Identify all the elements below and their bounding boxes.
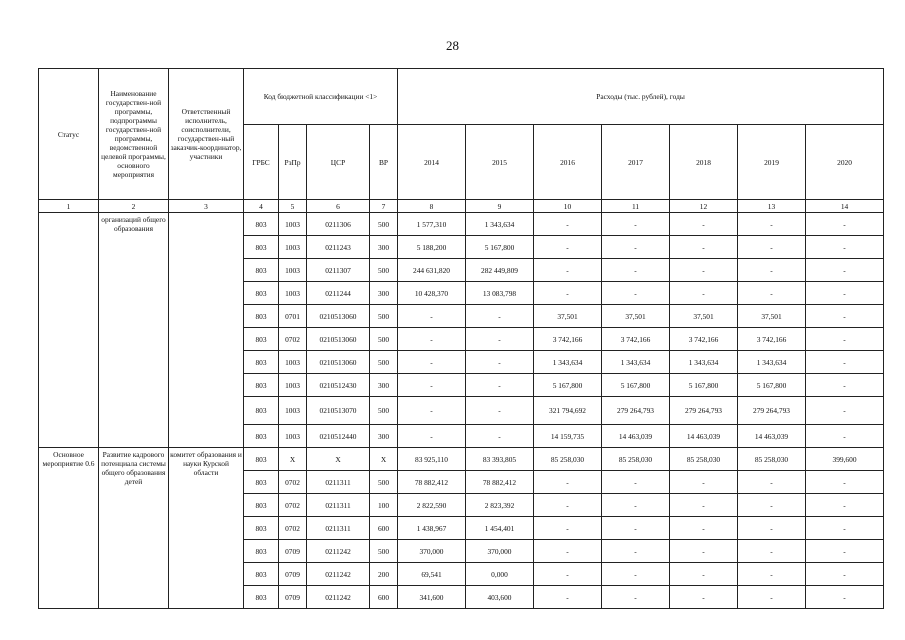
header-year: 2019: [738, 125, 806, 200]
table-cell: 37,501: [602, 305, 670, 328]
header-year: 2017: [602, 125, 670, 200]
table-cell: 803: [244, 351, 279, 374]
table-cell: 5 167,800: [602, 374, 670, 397]
table-cell: 1 343,634: [466, 213, 534, 236]
table-cell: 1003: [279, 397, 307, 425]
table-cell: -: [602, 517, 670, 540]
table-cell: -: [806, 471, 884, 494]
table-cell: 83 393,805: [466, 448, 534, 471]
table-cell: 279 264,793: [602, 397, 670, 425]
table-cell: -: [806, 305, 884, 328]
table-cell: 803: [244, 282, 279, 305]
table-cell: 69,541: [398, 563, 466, 586]
table-cell: -: [534, 471, 602, 494]
table-cell: 282 449,809: [466, 259, 534, 282]
table-cell: -: [806, 540, 884, 563]
table-cell: -: [738, 282, 806, 305]
row-status: Основное мероприятие 0.6: [39, 448, 99, 609]
table-cell: 500: [370, 213, 398, 236]
table-cell: 500: [370, 540, 398, 563]
table-cell: -: [398, 351, 466, 374]
table-cell: 803: [244, 213, 279, 236]
table-cell: 37,501: [670, 305, 738, 328]
table-cell: 10 428,370: [398, 282, 466, 305]
table-cell: -: [602, 540, 670, 563]
column-number: 3: [169, 200, 244, 213]
table-cell: -: [602, 236, 670, 259]
table-cell: 5 167,800: [534, 374, 602, 397]
table-cell: 37,501: [534, 305, 602, 328]
table-cell: 0210513060: [307, 351, 370, 374]
table-cell: -: [670, 494, 738, 517]
table-cell: 85 258,030: [602, 448, 670, 471]
table-cell: 5 167,800: [670, 374, 738, 397]
table-cell: 85 258,030: [534, 448, 602, 471]
table-cell: -: [602, 282, 670, 305]
table-cell: 0709: [279, 540, 307, 563]
row-executor: [169, 213, 244, 448]
table-cell: 37,501: [738, 305, 806, 328]
table-cell: -: [602, 563, 670, 586]
table-cell: 803: [244, 397, 279, 425]
table-cell: 3 742,166: [670, 328, 738, 351]
table-cell: 100: [370, 494, 398, 517]
header-csr: ЦСР: [307, 125, 370, 200]
column-number: 1: [39, 200, 99, 213]
table-cell: 14 463,039: [738, 425, 806, 448]
table-cell: 0702: [279, 517, 307, 540]
table-cell: 0211242: [307, 540, 370, 563]
table-cell: -: [738, 563, 806, 586]
table-cell: 0211311: [307, 494, 370, 517]
table-cell: 200: [370, 563, 398, 586]
row-name: организаций общего образования: [99, 213, 169, 448]
table-cell: 279 264,793: [670, 397, 738, 425]
header-budget-code: Код бюджетной классификации <1>: [244, 69, 398, 125]
table-cell: 0210512440: [307, 425, 370, 448]
table-cell: 0709: [279, 586, 307, 609]
table-cell: -: [738, 540, 806, 563]
table-cell: 0,000: [466, 563, 534, 586]
table-cell: -: [806, 236, 884, 259]
table-cell: Х: [370, 448, 398, 471]
table-cell: -: [534, 236, 602, 259]
table-cell: -: [670, 282, 738, 305]
table-cell: -: [806, 586, 884, 609]
table-cell: 0210512430: [307, 374, 370, 397]
table-cell: 5 188,200: [398, 236, 466, 259]
table-cell: 13 083,798: [466, 282, 534, 305]
column-number: 14: [806, 200, 884, 213]
table-cell: -: [738, 471, 806, 494]
table-cell: 370,000: [466, 540, 534, 563]
table-cell: 300: [370, 282, 398, 305]
table-cell: 0210513060: [307, 305, 370, 328]
table-cell: -: [738, 259, 806, 282]
table-cell: -: [670, 517, 738, 540]
column-number: 7: [370, 200, 398, 213]
header-year: 2016: [534, 125, 602, 200]
table-cell: -: [738, 494, 806, 517]
table-cell: -: [806, 517, 884, 540]
table-cell: -: [670, 236, 738, 259]
table-cell: Х: [307, 448, 370, 471]
table-cell: 0211311: [307, 517, 370, 540]
table-cell: 600: [370, 517, 398, 540]
table-cell: 3 742,166: [602, 328, 670, 351]
column-number: 6: [307, 200, 370, 213]
table-cell: 2 823,392: [466, 494, 534, 517]
table-cell: -: [534, 259, 602, 282]
table-cell: 5 167,800: [738, 374, 806, 397]
table-cell: -: [738, 517, 806, 540]
row-name: Развитие кадрового потенциала системы общего образования детей: [99, 448, 169, 609]
table-cell: 500: [370, 351, 398, 374]
table-cell: 0210513070: [307, 397, 370, 425]
table-cell: -: [466, 425, 534, 448]
page-number: 28: [446, 38, 459, 53]
table-cell: -: [806, 425, 884, 448]
table-cell: 803: [244, 540, 279, 563]
table-cell: 803: [244, 425, 279, 448]
header-name: Наименование государствен-ной программы, подпрограммы государствен-ной программы, ведомственной целевой программы, основного мероприятия: [99, 69, 169, 200]
header-year: 2014: [398, 125, 466, 200]
table-cell: 279 264,793: [738, 397, 806, 425]
table-cell: 1003: [279, 213, 307, 236]
table-cell: 0211311: [307, 471, 370, 494]
table-cell: -: [806, 351, 884, 374]
table-cell: -: [466, 351, 534, 374]
table-cell: -: [466, 374, 534, 397]
table-cell: 244 631,820: [398, 259, 466, 282]
column-number: 13: [738, 200, 806, 213]
table-cell: Х: [279, 448, 307, 471]
table-cell: -: [602, 471, 670, 494]
table-cell: 14 463,039: [602, 425, 670, 448]
table-cell: -: [738, 236, 806, 259]
table-cell: -: [670, 213, 738, 236]
table-cell: 500: [370, 259, 398, 282]
table-body: [39, 213, 884, 609]
column-number: 8: [398, 200, 466, 213]
table-cell: -: [398, 328, 466, 351]
table-cell: 1003: [279, 374, 307, 397]
table-cell: -: [602, 494, 670, 517]
column-number: 10: [534, 200, 602, 213]
table-cell: 370,000: [398, 540, 466, 563]
table-cell: 0701: [279, 305, 307, 328]
table-cell: 803: [244, 305, 279, 328]
table-cell: 0702: [279, 494, 307, 517]
table-cell: 85 258,030: [738, 448, 806, 471]
table-cell: -: [806, 328, 884, 351]
table-cell: 403,600: [466, 586, 534, 609]
table-cell: 803: [244, 494, 279, 517]
column-number-row: [39, 200, 884, 213]
table-cell: 0211242: [307, 586, 370, 609]
header-year: 2020: [806, 125, 884, 200]
column-number: 12: [670, 200, 738, 213]
table-cell: 0211244: [307, 282, 370, 305]
table-cell: 0211307: [307, 259, 370, 282]
table-cell: 2 822,590: [398, 494, 466, 517]
table-cell: 85 258,030: [670, 448, 738, 471]
table-cell: -: [670, 586, 738, 609]
table-cell: 300: [370, 374, 398, 397]
table-cell: 5 167,800: [466, 236, 534, 259]
header-status: Статус: [39, 69, 99, 200]
table-cell: 803: [244, 328, 279, 351]
table-cell: 0211242: [307, 563, 370, 586]
table-cell: -: [398, 397, 466, 425]
table-cell: -: [806, 374, 884, 397]
column-number: 11: [602, 200, 670, 213]
header-year: 2018: [670, 125, 738, 200]
table-cell: 83 925,110: [398, 448, 466, 471]
table-cell: -: [670, 563, 738, 586]
table-cell: -: [806, 282, 884, 305]
table-cell: 0211306: [307, 213, 370, 236]
column-number: 4: [244, 200, 279, 213]
table-cell: 803: [244, 586, 279, 609]
table-cell: 500: [370, 397, 398, 425]
header-year: 2015: [466, 125, 534, 200]
table-cell: -: [534, 494, 602, 517]
row-status: [39, 213, 99, 448]
column-number: 5: [279, 200, 307, 213]
table-cell: -: [806, 494, 884, 517]
table-cell: 600: [370, 586, 398, 609]
table-cell: 1 343,634: [534, 351, 602, 374]
table-cell: -: [534, 563, 602, 586]
table-cell: -: [398, 305, 466, 328]
table-cell: 803: [244, 471, 279, 494]
table-cell: 1 343,634: [670, 351, 738, 374]
table-cell: -: [534, 586, 602, 609]
table-cell: -: [466, 397, 534, 425]
table-cell: 0210513060: [307, 328, 370, 351]
budget-table: [38, 68, 884, 609]
table-cell: 1003: [279, 259, 307, 282]
table-cell: 14 159,735: [534, 425, 602, 448]
table-cell: 803: [244, 563, 279, 586]
table-cell: -: [398, 425, 466, 448]
table-cell: 3 742,166: [738, 328, 806, 351]
table-cell: 1 577,310: [398, 213, 466, 236]
table-cell: 0702: [279, 471, 307, 494]
table-cell: 78 882,412: [398, 471, 466, 494]
table-cell: 399,600: [806, 448, 884, 471]
table-cell: 321 794,692: [534, 397, 602, 425]
table-cell: 500: [370, 471, 398, 494]
table-cell: -: [806, 397, 884, 425]
table-cell: 0702: [279, 328, 307, 351]
header-executor: Ответственный исполнитель, соисполнители, государствен-ный заказчик-координатор, участники: [169, 69, 244, 200]
table-cell: 1 343,634: [602, 351, 670, 374]
table-cell: 803: [244, 374, 279, 397]
table-cell: -: [738, 213, 806, 236]
table-cell: -: [466, 328, 534, 351]
table-cell: 300: [370, 236, 398, 259]
table-row: [39, 213, 884, 236]
table-cell: 341,600: [398, 586, 466, 609]
table-cell: -: [398, 374, 466, 397]
row-executor: комитет образования и науки Курской области: [169, 448, 244, 609]
table-cell: -: [806, 259, 884, 282]
table-cell: 1003: [279, 236, 307, 259]
table-cell: -: [670, 540, 738, 563]
table-cell: -: [466, 305, 534, 328]
header-expenses: Расходы (тыс. рублей), годы: [398, 69, 884, 125]
table-cell: -: [806, 563, 884, 586]
column-number: 9: [466, 200, 534, 213]
table-cell: 78 882,412: [466, 471, 534, 494]
table-cell: 1003: [279, 282, 307, 305]
table-cell: 1 343,634: [738, 351, 806, 374]
table-cell: -: [534, 282, 602, 305]
table-cell: -: [534, 517, 602, 540]
column-number: 2: [99, 200, 169, 213]
table-cell: 803: [244, 259, 279, 282]
table-cell: -: [534, 213, 602, 236]
header-rzpr: РзПр: [279, 125, 307, 200]
header-grbs: ГРБС: [244, 125, 279, 200]
table-cell: 0709: [279, 563, 307, 586]
table-cell: 3 742,166: [534, 328, 602, 351]
table-cell: 1003: [279, 425, 307, 448]
table-cell: 803: [244, 236, 279, 259]
table-cell: 803: [244, 448, 279, 471]
table-cell: 500: [370, 328, 398, 351]
table-cell: -: [602, 213, 670, 236]
header-vr: ВР: [370, 125, 398, 200]
table-cell: 1 454,401: [466, 517, 534, 540]
table-cell: -: [806, 213, 884, 236]
table-cell: -: [534, 540, 602, 563]
table-cell: 300: [370, 425, 398, 448]
table-cell: -: [602, 259, 670, 282]
table-cell: 0211243: [307, 236, 370, 259]
table-cell: -: [670, 259, 738, 282]
table-cell: 803: [244, 517, 279, 540]
table-cell: -: [670, 471, 738, 494]
table-cell: 1 438,967: [398, 517, 466, 540]
table-cell: 1003: [279, 351, 307, 374]
table-cell: -: [738, 586, 806, 609]
table-cell: 500: [370, 305, 398, 328]
table-cell: 14 463,039: [670, 425, 738, 448]
table-row: [39, 448, 884, 471]
table-cell: -: [602, 586, 670, 609]
